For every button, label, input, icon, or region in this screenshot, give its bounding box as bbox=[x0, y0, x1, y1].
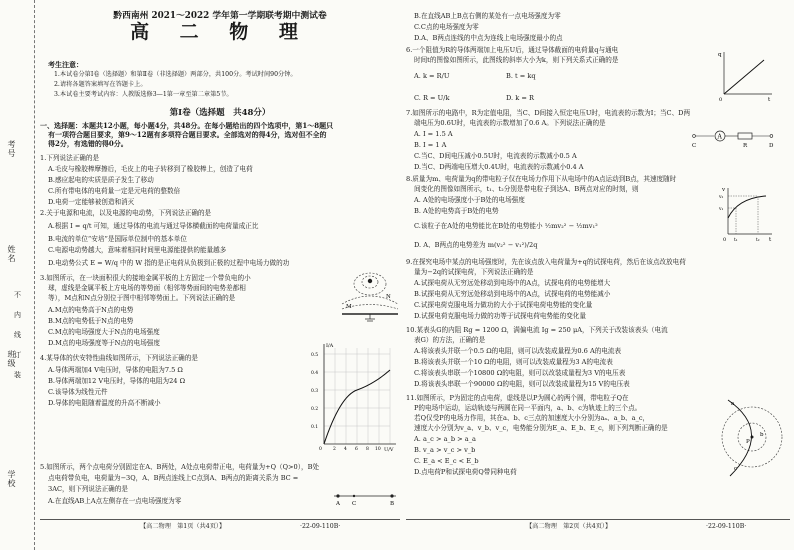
point-n-label: N bbox=[386, 294, 391, 300]
question-2-stem: 2.关于电源和电流，以及电源的电动势，下列说法正确的是 bbox=[40, 209, 212, 217]
question-8-option: C.该粒子在A处的电势能比在B处的电势能小 ½mv₂² − ½mv₁² bbox=[414, 222, 598, 230]
question-8-option: D. A、B两点的电势差为 m(v₂² − v₁²)/2q bbox=[414, 241, 538, 249]
question-3-stem: 3.如图所示，在一块面积很大的接地金属平板的上方固定一个带负电的小 bbox=[40, 274, 251, 282]
iv-curve-figure bbox=[308, 340, 400, 452]
x-tick-label: 10 bbox=[375, 447, 381, 452]
question-2-option: C.电源电动势越大，意味着相同时间里电源能提供的能量越多 bbox=[48, 246, 227, 254]
exam-number-label: 考号 bbox=[7, 140, 16, 158]
question-4-stem: 4.某导体的伏安特性曲线如图所示，下列说法正确的是 bbox=[40, 354, 198, 362]
y-axis-label: q bbox=[718, 52, 722, 58]
question-3-option: A.M点的电势高于N点的电势 bbox=[48, 306, 134, 314]
binding-char: 线 bbox=[14, 331, 21, 339]
point-b-label: B bbox=[390, 501, 395, 506]
question-2-option: D.电动势公式 E = W/q 中的 W 指的是正电荷从负极到正极的过程中电场力做的功 bbox=[48, 259, 290, 267]
resistor-label: R bbox=[743, 143, 748, 149]
point-p-label: P bbox=[746, 439, 750, 445]
question-7-option: B. I = 1 A bbox=[414, 141, 447, 149]
question-7-stem: 7.如图所示的电路中，R为定值电阻，当C、D间接入恒定电压U时，电流表的示数为I；当C、D两 bbox=[406, 109, 691, 117]
point-a-label: A bbox=[336, 501, 340, 506]
question-1-option: C.所有带电体的电荷量一定是元电荷的整数倍 bbox=[48, 187, 181, 195]
x-tick-label: 6 bbox=[355, 447, 358, 452]
question-3-stem: 球，虚线是金属平板上方电场的等势面（相邻等势面间的电势差都相 bbox=[48, 284, 246, 292]
question-7-option: C.当C、D间电压减小0.5U时，电流表的示数减小0.5 A bbox=[414, 152, 577, 160]
question-11-option: B. v_a > v_c > v_b bbox=[414, 446, 476, 454]
page-code: ·22-09-110B· bbox=[300, 523, 341, 530]
y-axis-label: v bbox=[722, 187, 726, 193]
question-5-option: B.在直线AB上B点右侧的某处有一点电场强度为零 bbox=[414, 12, 561, 20]
question-10-stem: 表G）的方法，正确的是 bbox=[414, 336, 486, 344]
question-6-option: C. R = U/k bbox=[414, 94, 450, 102]
question-6-stem: 时间t的图像如图所示，此图线的斜率大小为k，则下列关系式正确的是 bbox=[414, 56, 619, 64]
notice-line: 3.本试卷主要考试内容：人教版选修3—1第一章至第二章第5节。 bbox=[54, 91, 233, 98]
page-footer: 【高二物理 第1页（共4页）】 bbox=[140, 523, 226, 530]
question-11-option: D.点电荷P和试探电荷Q带同种电荷 bbox=[414, 468, 517, 476]
point-b-label: b bbox=[760, 432, 764, 438]
question-3-stem: 等），M点和N点分别位于图中相邻等势面上。下列说法正确的是 bbox=[48, 294, 236, 302]
point-a-label: a bbox=[731, 401, 735, 407]
t1-label: t₁ bbox=[734, 238, 738, 242]
grid bbox=[324, 348, 390, 444]
question-9-option: A.试探电荷从无穷远处移动到电场中的A点，试探电荷的电势能增大 bbox=[414, 279, 611, 287]
v-t-curve bbox=[728, 196, 766, 218]
question-1-stem: 1.下列说法正确的是 bbox=[40, 154, 100, 162]
x-axis-label: t bbox=[769, 237, 772, 242]
question-9-option: D.试探电荷克服电场力做的功等于试探电荷电势能的变化量 bbox=[414, 312, 586, 320]
question-8-option: B. A处的电势高于B处的电势 bbox=[414, 207, 499, 215]
question-4-option: B.导体两端加12 V电压时，导体的电阻为24 Ω bbox=[48, 377, 186, 385]
question-11-option: C. E_a < E_c < E_b bbox=[414, 457, 479, 465]
school-label: 学校 bbox=[7, 470, 16, 488]
question-6-stem: 6.一个阻值为R的导体两端加上电压U后，通过导体截面的电荷量q与通电 bbox=[406, 46, 619, 54]
question-11-option: A. a_c > a_b > a_a bbox=[414, 435, 476, 443]
x-tick-label: 2 bbox=[333, 447, 336, 452]
footer-rule bbox=[406, 519, 790, 520]
point-c-label: c bbox=[734, 466, 738, 472]
question-9-option: B.试探电荷从无穷远处移动到电场中的A点，试探电荷的电势能减小 bbox=[414, 290, 611, 298]
page-2-column bbox=[406, 8, 790, 532]
question-5-option: D.A、B两点连线的中点为连线上电场强度最小的点 bbox=[414, 34, 563, 42]
question-4-option: A.导体两端加4 V电压时，导体的电阻为7.5 Ω bbox=[48, 366, 183, 374]
question-2-option: B.电流的单位“安培”是国际单位制中的基本单位 bbox=[48, 235, 187, 243]
resistor-icon bbox=[738, 133, 752, 139]
instructions-line: 得2分，有选错的得0分。 bbox=[48, 139, 128, 148]
question-10-option: C.将该表头串联一个10800 Ω的电阻，则可以改装成量程为3 V的电压表 bbox=[414, 369, 626, 377]
class-label: 班级 bbox=[7, 350, 16, 368]
question-11-stem: 11.如图所示，P为固定的点电荷，虚线是以P为圆心的两个圆，带电粒子Q在 bbox=[406, 394, 629, 402]
binding-char: 装 bbox=[14, 371, 21, 379]
question-1-option: B.感应起电的实质是质子发生了移动 bbox=[48, 176, 154, 184]
question-11-stem: 若Q仅受P的电场力作用，其在a、b、c三点的加速度大小分别为aₐ、a_b、a_c， bbox=[414, 414, 650, 422]
origin-label: 0 bbox=[319, 447, 322, 452]
point-m-label: M bbox=[346, 304, 352, 310]
instructions-line: 有一项符合题目要求，第9～12题有多项符合题目要求。全部选对的得4分，选对但不全的 bbox=[48, 130, 327, 139]
question-10-option: B.将该表头并联一个10 Ω的电阻，则可以改装成量程为3 A的电流表 bbox=[414, 358, 613, 366]
question-7-stem: 端电压为0.6U时，电流表的示数增加了0.6 A。下列说法正确的是 bbox=[414, 119, 606, 127]
v2-label: v₂ bbox=[719, 195, 724, 200]
question-10-stem: 10.某表头G的内阻 Rg = 1200 Ω，满偏电流 Ig = 250 μA，下列关于改装该表头（电流 bbox=[406, 326, 668, 334]
question-6-option: D. k = R bbox=[506, 94, 534, 102]
question-10-option: D.将该表头串联一个90000 Ω的电阻，则可以改装成量程为15 V的电压表 bbox=[414, 380, 630, 388]
q-t-line bbox=[724, 60, 764, 94]
subject-title: 高 二 物 理 bbox=[130, 21, 310, 43]
terminal-d-label: D bbox=[769, 143, 774, 149]
y-tick-label: 0.5 bbox=[311, 353, 319, 358]
y-tick-label: 0.1 bbox=[311, 425, 319, 430]
x-tick-label: 4 bbox=[344, 447, 347, 452]
trajectory-path bbox=[728, 400, 752, 476]
t2-label: t₂ bbox=[756, 238, 760, 242]
question-10-option: A.将该表头并联一个0.5 Ω的电阻，则可以改装成量程为0.6 A的电流表 bbox=[414, 347, 622, 355]
question-7-option: D.当C、D两端电压增大0.4U时，电流表的示数减小0.4 A bbox=[414, 163, 584, 171]
question-9-option: C.试探电荷克服电场力做功的大小于试探电荷电势能的变化量 bbox=[414, 301, 593, 309]
question-5-option: C.C点的电场强度为零 bbox=[414, 23, 479, 31]
question-5-stem: 5.如图所示，两个点电荷分别固定在A、B两处，A处点电荷带正电，电荷量为+Q（Q>0），B处 bbox=[40, 463, 320, 471]
page-footer: 【高二物理 第2页（共4页）】 bbox=[526, 523, 612, 530]
question-3-option: C.M点的电场强度大于N点的电场强度 bbox=[48, 328, 160, 336]
question-5-stem: 点电荷带负电，电荷量为−3Q，A、B两点连线上C点到A、B两点的距离关系为 BC = bbox=[48, 474, 299, 482]
question-1-option: D.电荷一定能够被创造和消灭 bbox=[48, 198, 135, 206]
question-9-stem: 9.在探究电场中某点的电场强度时，先在该点放入电荷量为+q的试探电荷，然后在该点改放电荷 bbox=[406, 258, 686, 266]
page-code: ·22-09-110B· bbox=[706, 523, 747, 530]
x-axis-label: t bbox=[768, 97, 771, 102]
binding-char: 内 bbox=[14, 311, 21, 319]
q-t-graph bbox=[716, 48, 776, 102]
footer-rule bbox=[40, 519, 400, 520]
page-1-column bbox=[40, 8, 400, 532]
question-11-stem: 速度大小分别为v_a、v_b、v_c，电势能分别为E_a、E_b、E_c，则下列判断正确的是 bbox=[414, 424, 668, 432]
notice-heading: 考生注意： bbox=[48, 60, 83, 69]
question-8-option: A. A处的电场强度小于B处的电场强度 bbox=[414, 196, 525, 204]
x-axis-label: U/V bbox=[384, 447, 394, 452]
question-5-stem: 3AC，则下列说法正确的是 bbox=[48, 485, 128, 493]
charged-ball bbox=[368, 279, 372, 283]
y-tick-label: 0.2 bbox=[311, 407, 319, 412]
notice-line: 1.本试卷分第Ⅰ卷（选择题）和第Ⅱ卷（非选择题）两部分，共100分。考试时间90分钟。 bbox=[54, 71, 297, 78]
x-tick-label: 8 bbox=[366, 447, 369, 452]
y-tick-label: 0.3 bbox=[311, 389, 319, 394]
origin-label: 0 bbox=[719, 97, 723, 102]
question-9-stem: 量为−2q的试探电荷，下列说法正确的是 bbox=[414, 268, 534, 276]
trajectory-figure bbox=[718, 392, 786, 482]
question-1-option: A.毛皮与橡胶棒摩擦后，毛皮上的电子转移到了橡胶棒上，创造了电荷 bbox=[48, 165, 253, 173]
binding-margin bbox=[0, 0, 35, 550]
question-2-option: A.根据 I = q/t 可知，通过导体的电流与通过导体横截面的电荷量成正比 bbox=[48, 222, 259, 230]
question-3-option: D.M点的电场强度等于N点的电场强度 bbox=[48, 339, 160, 347]
equipotential-figure bbox=[340, 264, 400, 322]
terminal-c-label: C bbox=[692, 143, 697, 149]
name-label: 姓名 bbox=[7, 245, 16, 263]
instructions-line: 一、选择题：本题共12小题，每小题4分，共48分。在每小题给出的四个选项中，第1～8题只 bbox=[40, 121, 334, 130]
question-8-stem: 间变化的图像如图所示，t₁、t₂分别是带电粒子到达A、B两点对应的时刻，则 bbox=[414, 185, 639, 193]
question-11-stem: P的电场中运动，运动轨迹与两圆在同一平面内，a、b、c为轨迹上的三个点。 bbox=[414, 404, 642, 412]
question-6-option: B. t = kq bbox=[506, 72, 536, 80]
question-4-option: C.该导体为线性元件 bbox=[48, 388, 108, 396]
binding-char: 不 bbox=[14, 291, 21, 299]
part-one-heading: 第Ⅰ卷（选择题 共48分） bbox=[169, 108, 271, 118]
question-5-option: A.在直线AB上A点左侧存在一点电场强度为零 bbox=[48, 497, 182, 505]
question-7-option: A. I = 1.5 A bbox=[414, 130, 453, 138]
notice-line: 2.请将各题答案填写在答题卡上。 bbox=[54, 81, 147, 88]
point-c-label: C bbox=[352, 501, 357, 506]
point-charges-figure bbox=[330, 488, 400, 506]
y-tick-label: 0.4 bbox=[311, 371, 319, 376]
circuit-figure bbox=[688, 126, 778, 150]
question-8-stem: 8.质量为m、电荷量为q的带电粒子仅在电场力作用下从电场中的A点运动到B点，其速度随时 bbox=[406, 175, 677, 183]
exam-title: 黔西南州 2021～2022 学年第一学期联考期中测试卷 bbox=[113, 11, 327, 21]
v1-label: v₁ bbox=[719, 207, 724, 212]
binding-char: 订 bbox=[14, 351, 21, 359]
ammeter-label: A bbox=[717, 133, 722, 141]
y-axis-label: I/A bbox=[326, 343, 334, 349]
question-3-option: B.M点的电势低于N点的电势 bbox=[48, 317, 134, 325]
v-t-graph bbox=[718, 184, 776, 242]
origin-label: 0 bbox=[723, 237, 727, 242]
question-4-option: D.导体的电阻随着温度的升高不断减小 bbox=[48, 399, 161, 407]
question-6-option: A. k = R/U bbox=[414, 72, 450, 80]
